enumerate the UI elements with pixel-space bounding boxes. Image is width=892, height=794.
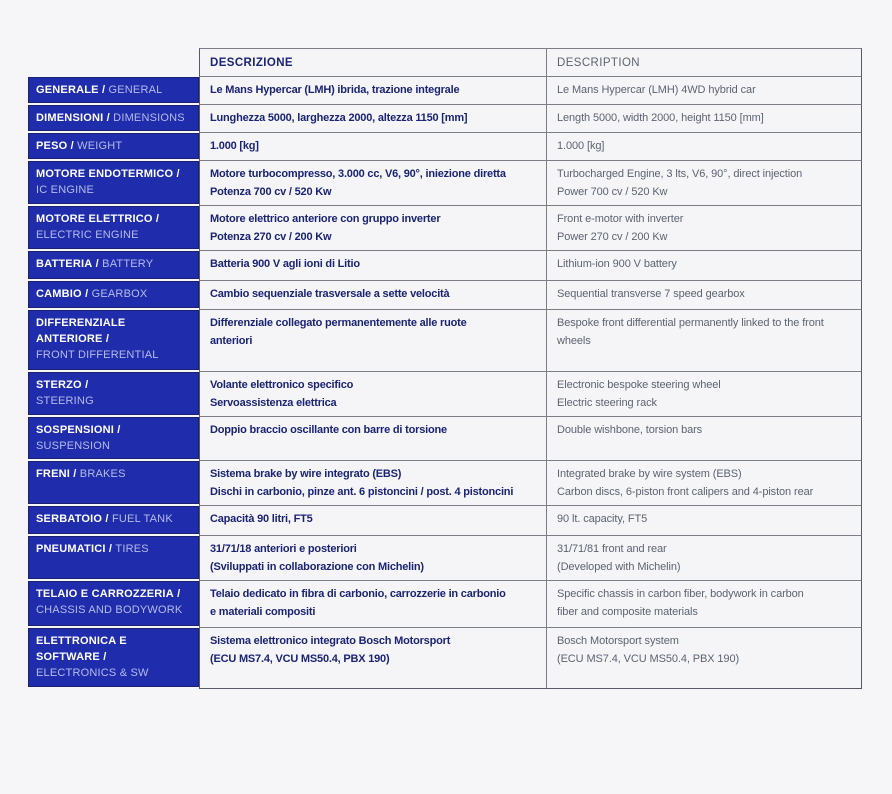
col-header-description: DESCRIPTION <box>546 48 862 77</box>
desc-line: Volante elettronico specifico <box>210 379 354 391</box>
desc-line: 1.000 [kg] <box>210 140 259 152</box>
desc-line: Le Mans Hypercar (LMH) 4WD hybrid car <box>557 84 756 96</box>
desc-it-cell <box>199 310 546 372</box>
desc-line: fiber and composite materials <box>557 606 698 618</box>
row-label-en: GEARBOX <box>91 288 148 300</box>
row-label-it: GENERALE / <box>36 84 106 96</box>
desc-line: Motore elettrico anteriore con gruppo inverter <box>210 213 441 225</box>
desc-line: wheels <box>557 335 591 347</box>
desc-en-cell <box>546 206 862 251</box>
row-label-it: BATTERIA / <box>36 258 99 270</box>
desc-en-cell <box>546 161 862 206</box>
desc-line: Power 700 cv / 520 Kw <box>557 186 668 198</box>
desc-en-cell <box>546 77 862 105</box>
row-label <box>28 206 199 251</box>
desc-line: Specific chassis in carbon fiber, bodywork in carbon <box>557 588 804 600</box>
desc-line: Potenza 700 cv / 520 Kw <box>210 186 332 198</box>
spec-row-cambio <box>28 281 862 310</box>
desc-line: 31/71/81 front and rear <box>557 543 667 555</box>
row-label <box>28 105 199 133</box>
desc-line: Bespoke front differential permanently linked to the front <box>557 317 824 329</box>
row-label-it: STERZO / <box>36 379 89 391</box>
desc-line: e materiali compositi <box>210 606 316 618</box>
row-label <box>28 461 199 506</box>
desc-line: Servoassistenza elettrica <box>210 397 337 409</box>
desc-it-cell <box>199 133 546 161</box>
row-label-en: STEERING <box>36 395 94 407</box>
desc-line: Doppio braccio oscillante con barre di torsione <box>210 424 447 436</box>
desc-line: Sistema elettronico integrato Bosch Motorsport <box>210 635 451 647</box>
spec-table <box>28 48 862 689</box>
desc-en-cell <box>546 461 862 506</box>
spec-row-telaio <box>28 581 862 628</box>
spec-row-pneumatici <box>28 536 862 581</box>
desc-it-cell <box>199 251 546 281</box>
desc-line: Batteria 900 V agli ioni di Litio <box>210 258 360 270</box>
desc-line: Carbon discs, 6-piston front calipers and 4-piston rear <box>557 486 814 498</box>
desc-line: Le Mans Hypercar (LMH) ibrida, trazione integrale <box>210 84 460 96</box>
desc-it-cell <box>199 206 546 251</box>
row-label <box>28 372 199 417</box>
spec-row-batteria <box>28 251 862 281</box>
desc-line: (ECU MS7.4, VCU MS50.4, PBX 190) <box>557 653 740 665</box>
row-label-it: PESO / <box>36 140 74 152</box>
desc-line: Bosch Motorsport system <box>557 635 679 647</box>
spec-row-sospensioni <box>28 417 862 461</box>
desc-it-cell <box>199 581 546 628</box>
desc-en-cell <box>546 506 862 536</box>
desc-line: 90 lt. capacity, FT5 <box>557 513 648 525</box>
desc-line: Lunghezza 5000, larghezza 2000, altezza 1150 [mm] <box>210 112 468 124</box>
row-label <box>28 310 199 372</box>
desc-line: 31/71/18 anteriori e posteriori <box>210 543 357 555</box>
desc-it-cell <box>199 161 546 206</box>
row-label-en: GENERAL <box>108 84 163 96</box>
desc-line: Power 270 cv / 200 Kw <box>557 231 668 243</box>
desc-en-cell <box>546 133 862 161</box>
row-label-en: TIRES <box>115 543 149 555</box>
row-label-en: ELECTRONICS & SW <box>36 667 149 679</box>
col-header-descrizione: DESCRIZIONE <box>199 48 546 77</box>
desc-line: Motore turbocompresso, 3.000 cc, V6, 90°, iniezione diretta <box>210 168 506 180</box>
desc-en-cell <box>546 251 862 281</box>
row-label <box>28 536 199 581</box>
spec-row-sterzo <box>28 372 862 417</box>
desc-it-cell <box>199 461 546 506</box>
row-label-it: MOTORE ELETTRICO / <box>36 213 160 225</box>
row-label-en: BATTERY <box>102 258 154 270</box>
row-label-it: TELAIO E CARROZZERIA / <box>36 588 181 600</box>
row-label-en: FUEL TANK <box>111 513 173 525</box>
row-label-en: CHASSIS AND BODYWORK <box>36 604 183 616</box>
desc-line: Lithium-ion 900 V battery <box>557 258 677 270</box>
row-label-it: DIFFERENZIALE <box>36 317 126 329</box>
desc-en-cell <box>546 372 862 417</box>
spec-row-differenziale <box>28 310 862 372</box>
header-row <box>28 48 862 77</box>
desc-line: Length 5000, width 2000, height 1150 [mm] <box>557 112 764 124</box>
row-label <box>28 281 199 310</box>
row-label-en: BRAKES <box>79 468 126 480</box>
row-label-en: WEIGHT <box>77 140 123 152</box>
row-label-it: DIMENSIONI / <box>36 112 110 124</box>
row-label-it: ELETTRONICA E <box>36 635 127 647</box>
row-label-en: DIMENSIONS <box>113 112 185 124</box>
desc-line: Double wishbone, torsion bars <box>557 424 703 436</box>
desc-en-cell <box>546 105 862 133</box>
row-label <box>28 506 199 536</box>
row-label-it: SOSPENSIONI / <box>36 424 121 436</box>
row-label <box>28 161 199 206</box>
desc-line: Potenza 270 cv / 200 Kw <box>210 231 332 243</box>
desc-line: Electronic bespoke steering wheel <box>557 379 721 391</box>
row-label-it: MOTORE ENDOTERMICO / <box>36 168 180 180</box>
desc-line: Dischi in carbonio, pinze ant. 6 pistoncini / post. 4 pistoncini <box>210 486 514 498</box>
desc-line: anteriori <box>210 335 253 347</box>
desc-line: 1.000 [kg] <box>557 140 605 152</box>
row-label-it: SERBATOIO / <box>36 513 109 525</box>
desc-line: Turbocharged Engine, 3 lts, V6, 90°, direct injection <box>557 168 803 180</box>
row-label-en: ELECTRIC ENGINE <box>36 229 139 241</box>
row-label-it: FRENI / <box>36 468 77 480</box>
desc-line: Capacità 90 litri, FT5 <box>210 513 313 525</box>
row-label <box>28 417 199 461</box>
desc-it-cell <box>199 536 546 581</box>
desc-line: (Sviluppati in collaborazione con Michelin) <box>210 561 424 573</box>
row-label <box>28 581 199 628</box>
row-label <box>28 628 199 689</box>
spec-row-motore-endotermico <box>28 161 862 206</box>
desc-line: Integrated brake by wire system (EBS) <box>557 468 742 480</box>
desc-line: Electric steering rack <box>557 397 657 409</box>
spec-row-elettronica <box>28 628 862 689</box>
row-label-it: ANTERIORE / <box>36 333 110 345</box>
desc-it-cell <box>199 417 546 461</box>
spec-row-peso <box>28 133 862 161</box>
desc-line: Front e-motor with inverter <box>557 213 684 225</box>
row-label-it: SOFTWARE / <box>36 651 107 663</box>
row-label-en: FRONT DIFFERENTIAL <box>36 349 159 361</box>
row-label-it: PNEUMATICI / <box>36 543 113 555</box>
row-label-en: IC ENGINE <box>36 184 95 196</box>
row-label <box>28 251 199 281</box>
desc-line: Sequential transverse 7 speed gearbox <box>557 288 745 300</box>
desc-en-cell <box>546 581 862 628</box>
desc-en-cell <box>546 417 862 461</box>
desc-en-cell <box>546 536 862 581</box>
spec-row-dimensioni <box>28 105 862 133</box>
desc-it-cell <box>199 506 546 536</box>
desc-en-cell <box>546 310 862 372</box>
desc-it-cell <box>199 77 546 105</box>
row-label <box>28 133 199 161</box>
desc-it-cell <box>199 281 546 310</box>
spec-row-freni <box>28 461 862 506</box>
desc-en-cell <box>546 628 862 689</box>
desc-it-cell <box>199 105 546 133</box>
header-spacer <box>28 48 199 77</box>
desc-it-cell <box>199 628 546 689</box>
desc-line: (ECU MS7.4, VCU MS50.4, PBX 190) <box>210 653 390 665</box>
desc-line: Sistema brake by wire integrato (EBS) <box>210 468 402 480</box>
desc-en-cell <box>546 281 862 310</box>
spec-row-motore-elettrico <box>28 206 862 251</box>
desc-line: Cambio sequenziale trasversale a sette velocità <box>210 288 450 300</box>
desc-line: Differenziale collegato permanentemente alle ruote <box>210 317 467 329</box>
desc-line: Telaio dedicato in fibra di carbonio, carrozzerie in carbonio <box>210 588 506 600</box>
spec-row-serbatoio <box>28 506 862 536</box>
row-label-en: SUSPENSION <box>36 440 111 452</box>
spec-row-generale <box>28 77 862 105</box>
row-label <box>28 77 199 105</box>
desc-it-cell <box>199 372 546 417</box>
desc-line: (Developed with Michelin) <box>557 561 681 573</box>
row-label-it: CAMBIO / <box>36 288 89 300</box>
